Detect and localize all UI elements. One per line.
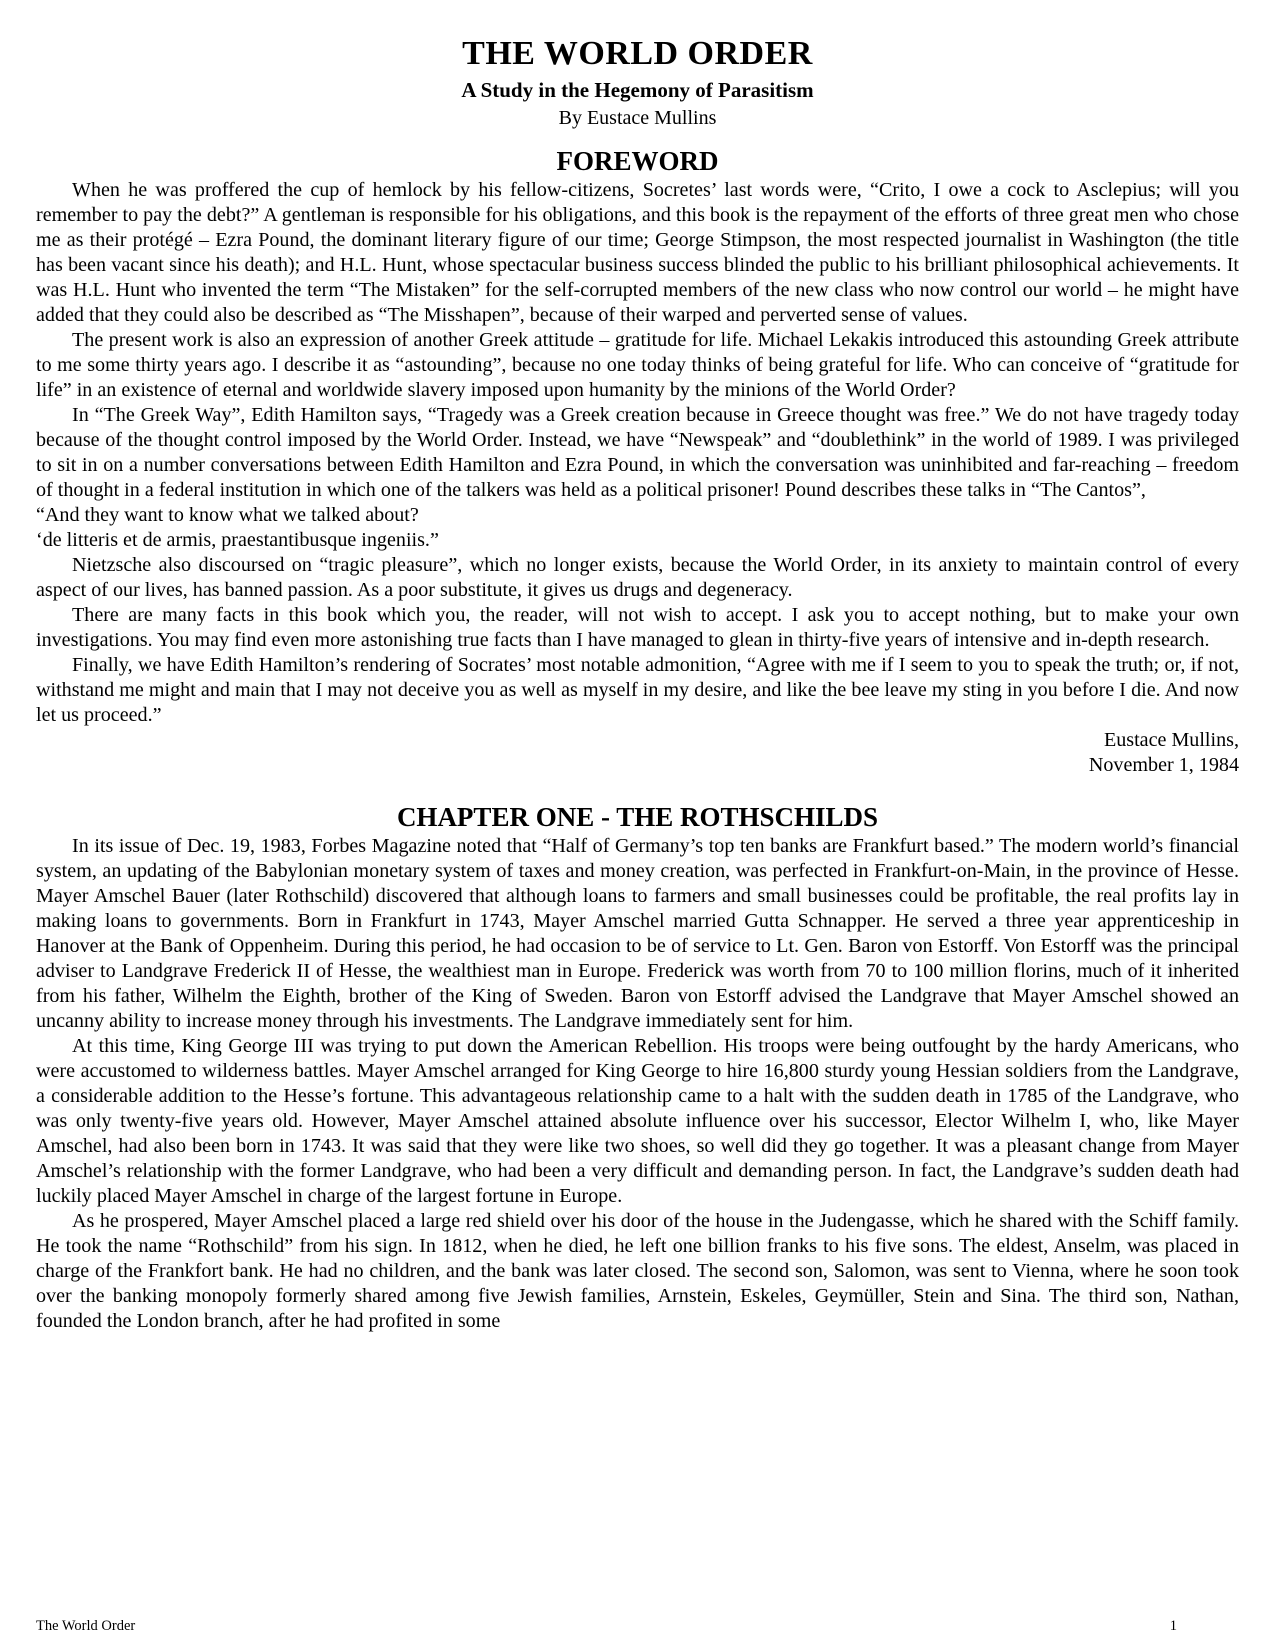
page-number: 1 [1169,1618,1177,1634]
foreword-paragraph: Nietzsche also discoursed on “tragic pleasure”, which no longer exists, because the World Order, in its anxiety to maintain control of every aspect of our lives, has banned passion. As a poor substitute, it gives us drugs and degeneracy. [36,554,1239,601]
page-footer [36,1617,1177,1635]
signature-date: November 1, 1984 [1088,754,1239,776]
foreword-paragraph: In “The Greek Way”, Edith Hamilton says, “Tragedy was a Greek creation because in Greece thought was free.” We do not have tragedy today because of the thought control imposed by the World Order. Instead, we have “Newspeak” and “doublethink” in the world of 1989. I was privileged to sit in on a number conversations between Edith Hamilton and Ezra Pound, in which the conversation was uninhibited and far-reaching – freedom of thought in a federal institution in which one of the talkers was held as a political prisoner! Pound describes these talks in “The Cantos”, [36,404,1239,501]
book-subtitle: A Study in the Hegemony of Parasitism [461,78,814,102]
foreword-paragraph: The present work is also an expression of another Greek attitude – gratitude for life. Michael Lekakis introduced this astounding Greek attribute to me some thirty years ago. I describe it as “astounding”, because no one today thinks of being grateful for life. Who can conceive of “gratitude for life” in an existence of eternal and worldwide slavery imposed upon humanity by the minions of the World Order? [36,329,1239,401]
footer-title: The World Order [36,1618,136,1634]
chapter-one-section [36,800,1239,1334]
foreword-paragraph: When he was proffered the cup of hemlock by his fellow-citizens, Socretes’ last words were, “Crito, I owe a cock to Asclepius; will you remember to pay the debt?” A gentleman is responsible for his obligations, and this book is the repayment of the efforts of three great men who chose me as their protégé – Ezra Pound, the dominant literary figure of our time; George Stimpson, the most respected journalist in Washington (the title has been vacant since his death); and H.L. Hunt, whose spectacular business success blinded the public to his brilliant philosophical achievements. It was H.L. Hunt who invented the term “The Mistaken” for the self-corrupted members of the new class who now control our world – he might have added that they could also be described as “The Misshapen”, because of their warped and perverted sense of values. [36,179,1239,326]
book-author: By Eustace Mullins [558,107,717,129]
chapter-paragraph: In its issue of Dec. 19, 1983, Forbes Magazine noted that “Half of Germany’s top ten banks are Frankfurt based.” The modern world’s financial system, an updating of the Babylonian monetary system of taxes and money creation, was perfected in Frankfurt-on-Main, in the province of Hesse. Mayer Amschel Bauer (later Rothschild) discovered that although loans to farmers and small businesses could be profitable, the real profits lay in making loans to governments. Born in Frankfurt in 1743, Mayer Amschel married Gutta Schnapper. He served a three year apprenticeship in Hanover at the Bank of Oppenheim. During this period, he had occasion to be of service to Lt. Gen. Baron von Estorff. Von Estorff was the principal adviser to Landgrave Frederick II of Hesse, the wealthiest man in Europe. Frederick was worth from 70 to 100 million florins, much of it inherited from his father, Wilhelm the Eighth, brother of the King of Sweden. Baron von Estorff advised the Landgrave that Mayer Amschel showed an uncanny ability to increase money through his investments. The Landgrave immediately sent for him. [36,835,1239,1032]
chapter-paragraph: At this time, King George III was trying to put down the American Rebellion. His troops were being outfought by the hardy Americans, who were accustomed to wilderness battles. Mayer Amschel arranged for King George to hire 16,800 sturdy young Hessian soldiers from the Landgrave, a considerable addition to the Hesse’s fortune. This advantageous relationship came to a halt with the sudden death in 1785 of the Landgrave, who was only twenty-five years old. However, Mayer Amschel attained absolute influence over his successor, Elector Wilhelm I, who, like Mayer Amschel, had also been born in 1743. It was said that they were like two shoes, so well did they go together. It was a pleasant change from Mayer Amschel’s relationship with the former Landgrave, who had been a very difficult and demanding person. In fact, the Landgrave’s sudden death had luckily placed Mayer Amschel in charge of the largest fortune in Europe. [36,1035,1239,1207]
chapter-paragraph: As he prospered, Mayer Amschel placed a large red shield over his door of the house in the Judengasse, which he shared with the Schiff family. He took the name “Rothschild” from his sign. In 1812, when he died, he left one billion franks to his five sons. The eldest, Anselm, was placed in charge of the Frankfort bank. He had no children, and the bank was later closed. The second son, Salomon, was sent to Vienna, where he soon took over the banking monopoly formerly shared among five Jewish families, Arnstein, Eskeles, Geymüller, Stein and Sina. The third son, Nathan, founded the London branch, after he had profited in some [36,1210,1239,1332]
signature-name: Eustace Mullins, [1103,729,1239,751]
chapter-heading: CHAPTER ONE - THE ROTHSCHILDS [396,802,879,832]
foreword-section [36,144,1239,778]
foreword-paragraph: There are many facts in this book which you, the reader, will not wish to accept. I ask you to accept nothing, but to make your own investigations. You may find even more astonishing true facts than I have managed to glean in thirty-five years of intensive and in-depth research. [36,604,1239,651]
foreword-heading: FOREWORD [556,146,719,176]
foreword-paragraph: Finally, we have Edith Hamilton’s rendering of Socrates’ most notable admonition, “Agree with me if I seem to you to speak the truth; or, if not, withstand me might and main that I may not deceive you as well as myself in my desire, and like the bee leave my sting in you before I die. And now let us proceed.” [36,654,1239,726]
verse-line: “And they want to know what we talked about? [36,504,419,526]
book-title: THE WORLD ORDER [462,35,813,72]
verse-line: ‘de litteris et de armis, praestantibusque ingeniis.” [36,529,439,551]
